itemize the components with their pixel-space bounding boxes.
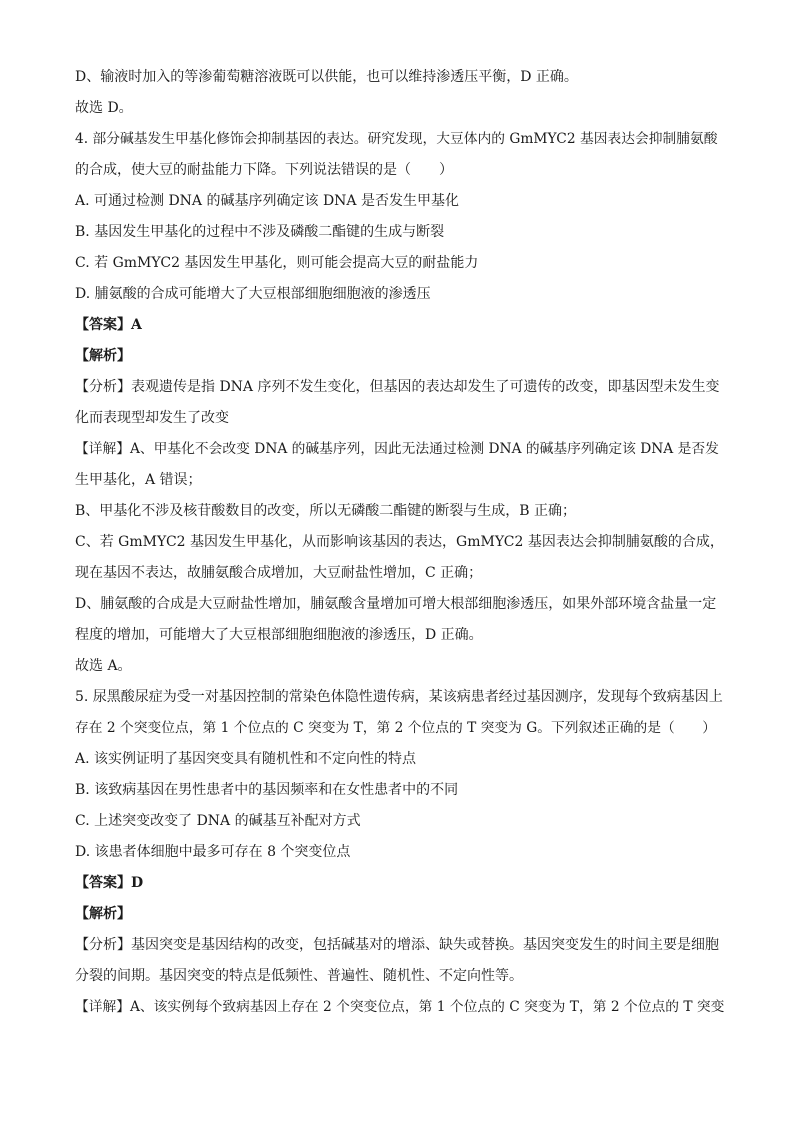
detail-text: 生甲基化，A 错误； (75, 472, 202, 488)
detail-text: 程度的增加，可能增大了大豆根部细胞细胞液的渗透压，D 正确。 (75, 627, 483, 643)
option-c: C. 上述突变改变了 DNA 的碱基互补配对方式 (75, 813, 361, 829)
text-line: 故选 D。 (75, 100, 133, 116)
question-4-stem: 的合成，使大豆的耐盐能力下降。下列说法错误的是（ ） (75, 162, 453, 178)
option-d: D. 脯氨酸的合成可能增大了大豆根部细胞细胞液的渗透压 (75, 286, 431, 302)
question-5-stem: 5. 尿黑酸尿症为受一对基因控制的常染色体隐性遗传病，某该病患者经过基因测序，发现每个致病基因上 (75, 689, 723, 705)
detail-text: C、若 GmMYC2 基因发生甲基化，从而影响该基因的表达，GmMYC2 基因表达会抑制脯氨酸的合成， (75, 534, 724, 550)
analysis-text: 化而表现型却发生了改变 (75, 410, 229, 426)
option-d: D. 该患者体细胞中最多可存在 8 个突变位点 (75, 844, 351, 860)
detail-text: 【详解】A、该实例每个致病基因上存在 2 个突变位点，第 1 个位点的 C 突变为 T，第 2 个位点的 T 突变 (75, 999, 725, 1015)
text-line: 故选 A。 (75, 658, 132, 674)
detail-text: 现在基因不表达，故脯氨酸合成增加，大豆耐盐性增加，C 正确； (75, 565, 483, 581)
analysis-text: 【分析】基因突变是基因结构的改变，包括碱基对的增添、缺失或替换。基因突变发生的时间主要是细胞 (75, 937, 719, 953)
answer-label: 【答案】A (75, 317, 142, 333)
option-a: A. 可通过检测 DNA 的碱基序列确定该 DNA 是否发生甲基化 (75, 193, 459, 209)
question-4-stem: 4. 部分碱基发生甲基化修饰会抑制基因的表达。研究发现，大豆体内的 GmMYC2 基因表达会抑制脯氨酸 (75, 131, 718, 147)
analysis-label: 【解析】 (75, 348, 131, 364)
option-b: B. 基因发生甲基化的过程中不涉及磷酸二酯键的生成与断裂 (75, 224, 445, 240)
option-b: B. 该致病基因在男性患者中的基因频率和在女性患者中的不同 (75, 782, 459, 798)
question-5-stem: 存在 2 个突变位点，第 1 个位点的 C 突变为 T，第 2 个位点的 T 突变为 G。下列叙述正确的是（ ） (75, 720, 717, 736)
text-line: D、输液时加入的等渗葡萄糖溶液既可以供能，也可以维持渗透压平衡，D 正确。 (75, 69, 578, 85)
option-c: C. 若 GmMYC2 基因发生甲基化，则可能会提高大豆的耐盐能力 (75, 255, 479, 271)
detail-text: B、甲基化不涉及核苷酸数目的改变，所以无磷酸二酯键的断裂与生成，B 正确； (75, 503, 577, 519)
analysis-text: 分裂的间期。基因突变的特点是低频性、普遍性、随机性、不定向性等。 (75, 968, 523, 984)
analysis-text: 【分析】表观遗传是指 DNA 序列不发生变化，但基因的表达却发生了可遗传的改变，即基因型未发生变 (75, 379, 720, 395)
detail-text: 【详解】A、甲基化不会改变 DNA 的碱基序列，因此无法通过检测 DNA 的碱基序列确定该 DNA 是否发 (75, 441, 719, 457)
document-page (75, 62, 725, 1023)
option-a: A. 该实例证明了基因突变具有随机性和不定向性的特点 (75, 751, 417, 767)
detail-text: D、脯氨酸的合成是大豆耐盐性增加，脯氨酸含量增加可增大根部细胞渗透压，如果外部环境含盐量一定 (75, 596, 717, 612)
analysis-label: 【解析】 (75, 906, 131, 922)
answer-label: 【答案】D (75, 875, 144, 891)
